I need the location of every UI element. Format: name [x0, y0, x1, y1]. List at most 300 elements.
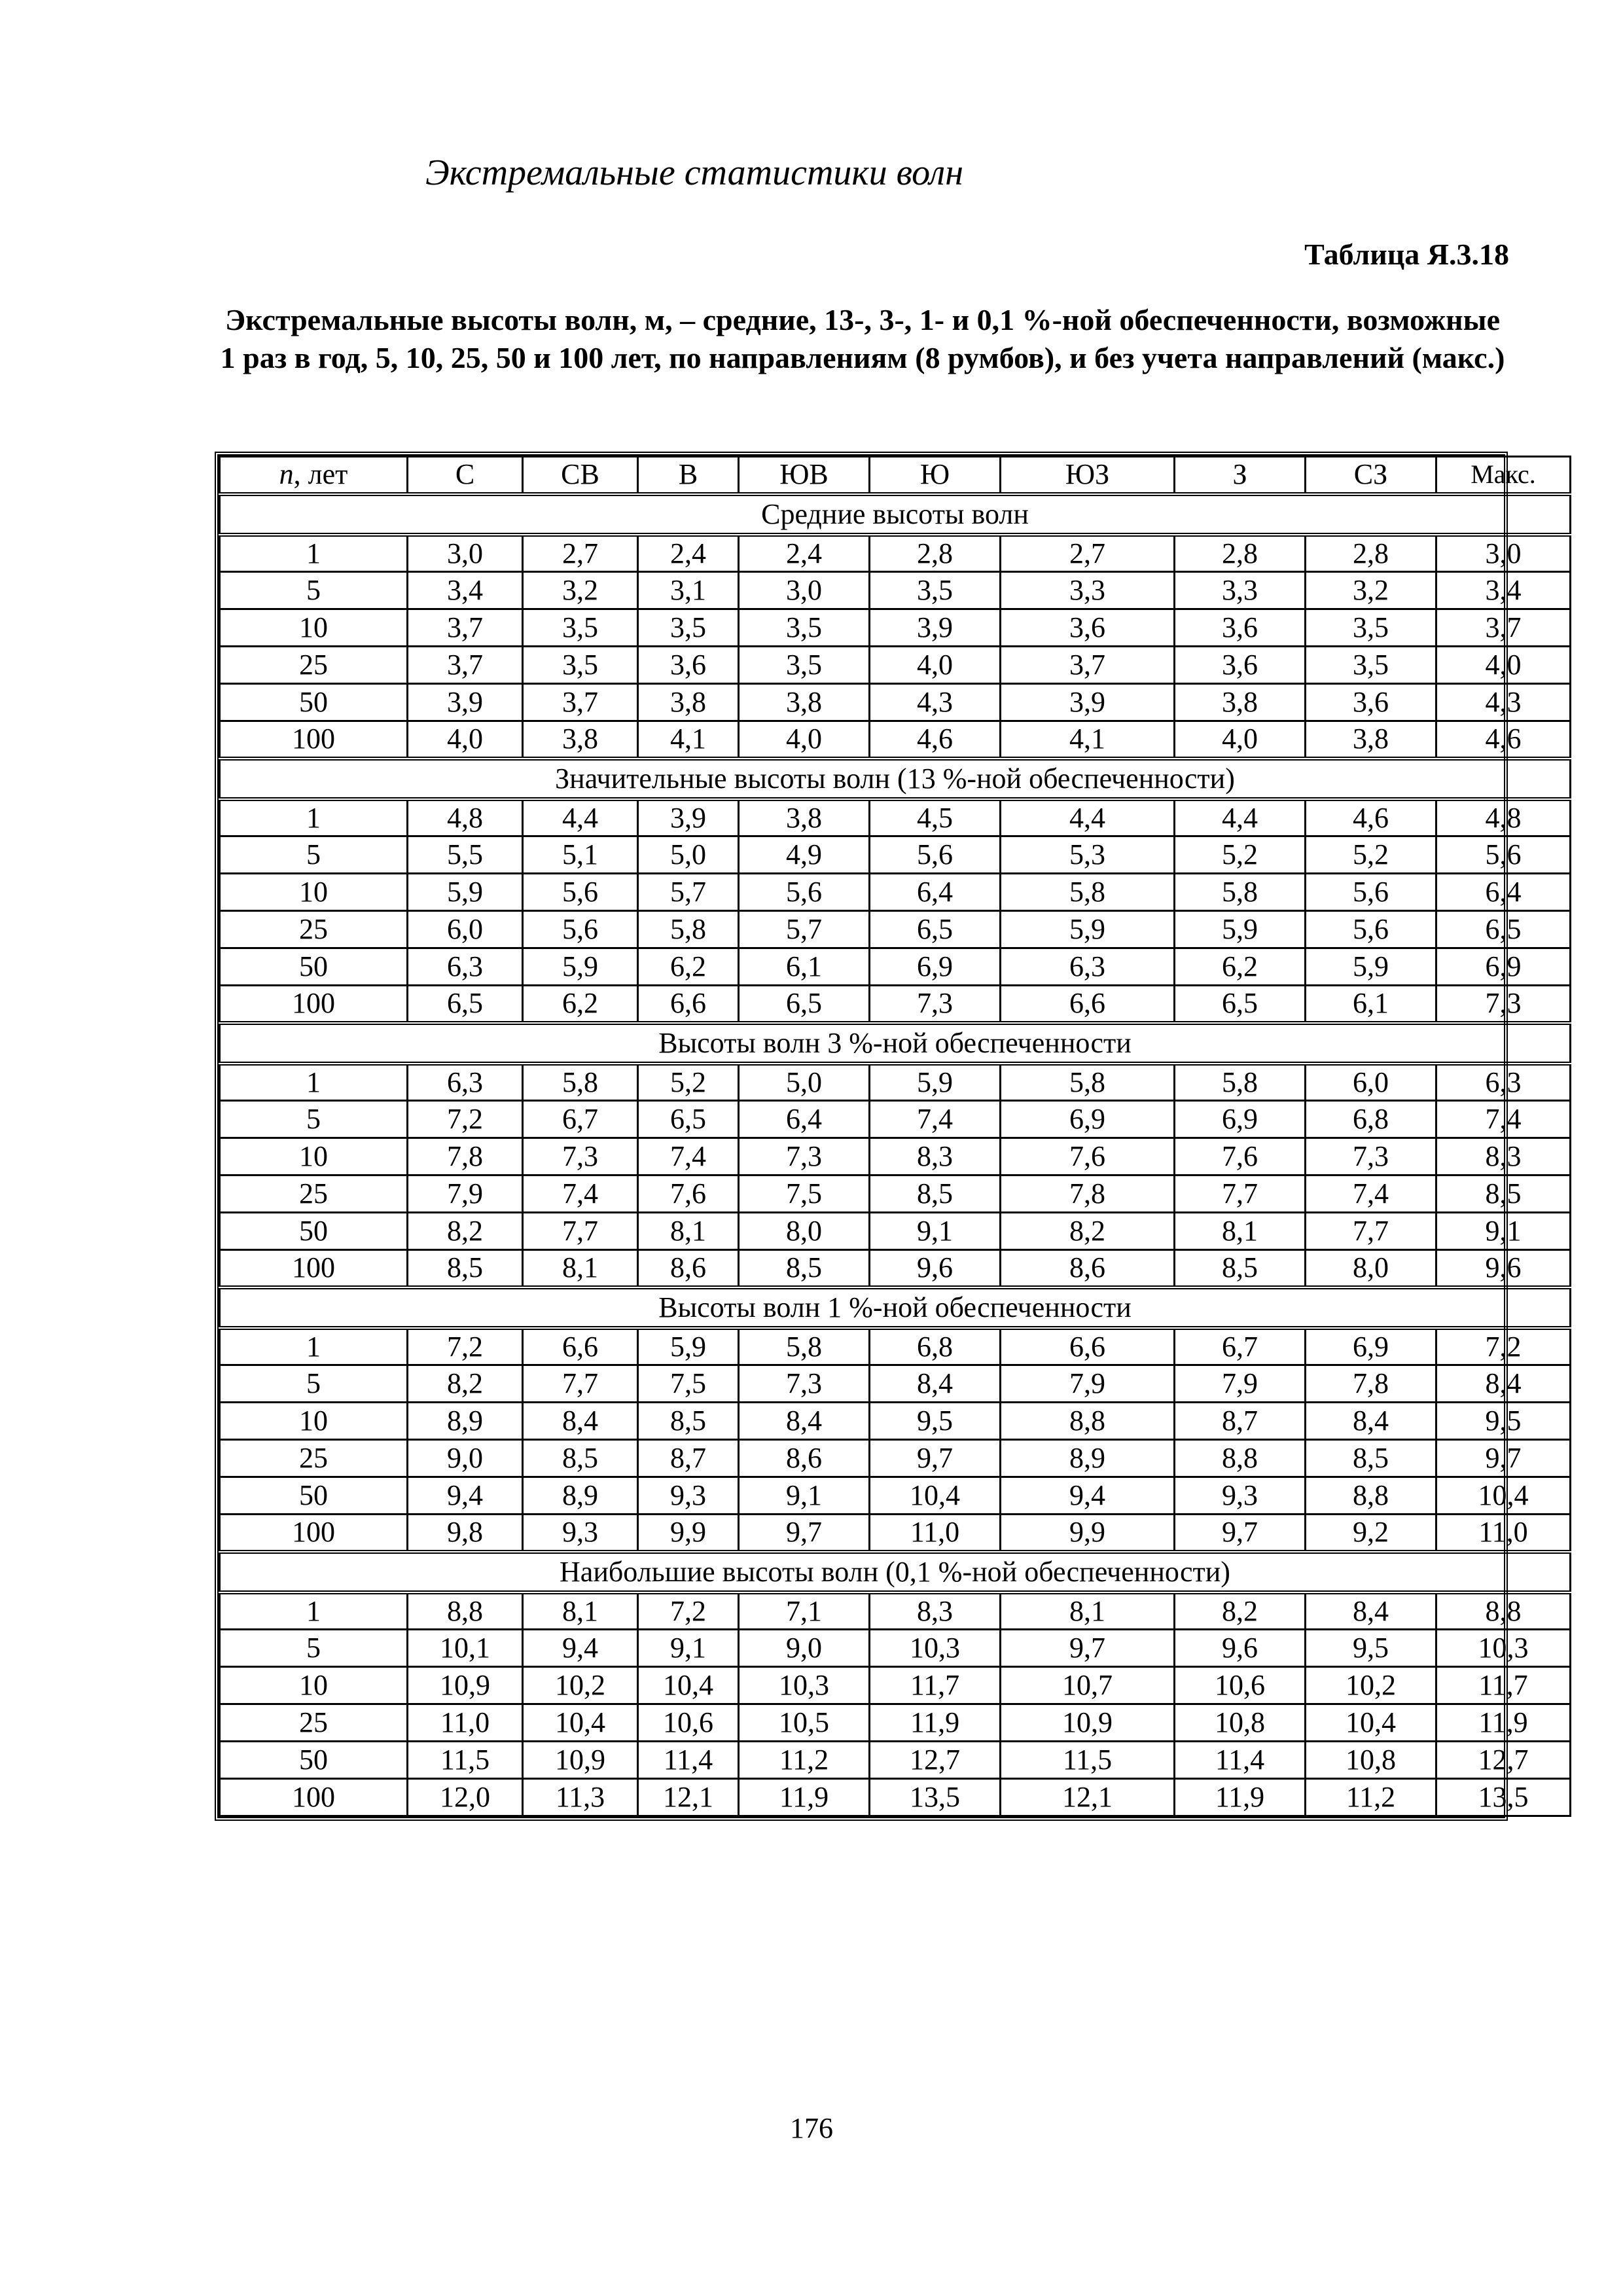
table-cell: 5,2 [1175, 836, 1306, 874]
data-table [219, 456, 1571, 1817]
table-cell: 4,4 [523, 799, 638, 836]
table-cell: 3,8 [638, 684, 739, 721]
row-n-years: 5 [220, 836, 408, 874]
table-row [220, 1704, 1571, 1742]
group-header-row [220, 1552, 1571, 1592]
table-cell: 9,5 [1306, 1630, 1436, 1667]
table-cell: 8,3 [1436, 1138, 1571, 1175]
row-n-years: 1 [220, 799, 408, 836]
table-cell: 5,6 [739, 874, 870, 911]
table-cell: 6,3 [408, 1064, 523, 1101]
table-cell: 7,4 [638, 1138, 739, 1175]
table-row [220, 948, 1571, 986]
table-cell: 6,4 [739, 1101, 870, 1138]
table-cell: 3,8 [1175, 684, 1306, 721]
table-cell: 3,5 [739, 647, 870, 684]
table-cell: 9,7 [870, 1440, 1001, 1477]
table-cell: 7,7 [1306, 1213, 1436, 1250]
table-cell: 5,8 [739, 1328, 870, 1365]
table-number: Таблица Я.3.18 [1304, 238, 1509, 271]
table-cell: 7,7 [523, 1365, 638, 1403]
table-cell: 9,0 [739, 1630, 870, 1667]
row-n-years: 100 [220, 1515, 408, 1552]
table-cell: 10,3 [1436, 1630, 1571, 1667]
table-cell: 9,9 [638, 1515, 739, 1552]
table-cell: 2,7 [523, 535, 638, 572]
table-cell: 10,6 [638, 1704, 739, 1742]
table-row [220, 799, 1571, 836]
table-cell: 3,6 [638, 647, 739, 684]
table-cell: 2,4 [739, 535, 870, 572]
header-col-n: С [408, 457, 523, 494]
table-cell: 3,5 [870, 572, 1001, 609]
table-cell: 6,8 [1306, 1101, 1436, 1138]
table-cell: 5,9 [638, 1328, 739, 1365]
table-cell: 6,6 [638, 986, 739, 1023]
table-cell: 11,4 [638, 1742, 739, 1779]
table-cell: 9,6 [1436, 1250, 1571, 1287]
table-cell: 9,6 [870, 1250, 1001, 1287]
group-header-row [220, 1023, 1571, 1064]
table-cell: 8,2 [408, 1213, 523, 1250]
row-n-years: 50 [220, 948, 408, 986]
table-cell: 8,1 [638, 1213, 739, 1250]
table-cell: 9,2 [1306, 1515, 1436, 1552]
table-cell: 9,1 [739, 1477, 870, 1515]
n-suffix: , лет [293, 458, 348, 491]
table-cell: 8,0 [739, 1213, 870, 1250]
table-cell: 11,5 [408, 1742, 523, 1779]
table-cell: 6,5 [1436, 911, 1571, 948]
table-cell: 3,8 [523, 721, 638, 759]
table-cell: 9,4 [408, 1477, 523, 1515]
table-cell: 10,8 [1306, 1742, 1436, 1779]
row-n-years: 5 [220, 572, 408, 609]
table-cell: 5,6 [1306, 874, 1436, 911]
table-cell: 5,9 [1175, 911, 1306, 948]
table-cell: 12,0 [408, 1779, 523, 1816]
wave-heights-table [215, 452, 1536, 1821]
table-cell: 5,8 [1001, 1064, 1175, 1101]
row-n-years: 25 [220, 1440, 408, 1477]
table-row [220, 572, 1571, 609]
table-cell: 7,8 [1306, 1365, 1436, 1403]
table-cell: 4,5 [870, 799, 1001, 836]
table-cell: 2,7 [1001, 535, 1175, 572]
table-cell: 12,7 [870, 1742, 1001, 1779]
table-cell: 2,4 [638, 535, 739, 572]
table-row [220, 1365, 1571, 1403]
table-cell: 8,4 [1306, 1403, 1436, 1440]
table-cell: 6,3 [1436, 1064, 1571, 1101]
table-row [220, 1515, 1571, 1552]
table-cell: 6,6 [523, 1328, 638, 1365]
table-row [220, 647, 1571, 684]
table-cell: 3,7 [408, 647, 523, 684]
table-cell: 8,8 [408, 1592, 523, 1630]
table-cell: 7,3 [739, 1138, 870, 1175]
table-cell: 8,9 [523, 1477, 638, 1515]
table-cell: 8,5 [1175, 1250, 1306, 1287]
table-cell: 10,9 [1001, 1704, 1175, 1742]
table-cell: 2,8 [870, 535, 1001, 572]
page-number: 176 [790, 2112, 833, 2144]
table-cell: 3,5 [1306, 647, 1436, 684]
group-title: Высоты волн 1 %-ной обеспеченности [220, 1287, 1571, 1328]
table-cell: 4,0 [739, 721, 870, 759]
table-cell: 11,7 [1436, 1667, 1571, 1704]
table-cell: 5,8 [638, 911, 739, 948]
table-cell: 8,2 [1001, 1213, 1175, 1250]
table-cell: 2,8 [1175, 535, 1306, 572]
header-col-e: В [638, 457, 739, 494]
table-cell: 4,0 [408, 721, 523, 759]
header-col-ne: СВ [523, 457, 638, 494]
table-cell: 9,3 [638, 1477, 739, 1515]
table-cell: 4,6 [1436, 721, 1571, 759]
table-cell: 3,6 [1001, 609, 1175, 647]
table-cell: 3,9 [408, 684, 523, 721]
group-title: Средние высоты волн [220, 494, 1571, 535]
table-cell: 5,6 [523, 874, 638, 911]
table-cell: 5,9 [523, 948, 638, 986]
row-n-years: 25 [220, 911, 408, 948]
table-cell: 6,1 [1306, 986, 1436, 1023]
table-cell: 3,7 [1001, 647, 1175, 684]
table-cell: 11,3 [523, 1779, 638, 1816]
table-cell: 6,3 [408, 948, 523, 986]
header-n-years [220, 457, 408, 494]
table-cell: 6,4 [1436, 874, 1571, 911]
table-cell: 9,4 [523, 1630, 638, 1667]
group-title: Наибольшие высоты волн (0,1 %-ной обеспеченности) [220, 1552, 1571, 1592]
row-n-years: 5 [220, 1630, 408, 1667]
table-row [220, 1250, 1571, 1287]
table-cell: 5,8 [1175, 1064, 1306, 1101]
table-cell: 3,5 [739, 609, 870, 647]
table-cell: 11,9 [870, 1704, 1001, 1742]
table-cell: 8,5 [523, 1440, 638, 1477]
row-n-years: 1 [220, 1328, 408, 1365]
table-cell: 13,5 [1436, 1779, 1571, 1816]
table-cell: 3,9 [638, 799, 739, 836]
table-cell: 7,3 [1306, 1138, 1436, 1175]
table-cell: 8,2 [408, 1365, 523, 1403]
table-cell: 3,8 [1306, 721, 1436, 759]
table-cell: 9,3 [523, 1515, 638, 1552]
table-cell: 7,9 [408, 1175, 523, 1213]
table-cell: 3,5 [638, 609, 739, 647]
table-cell: 5,8 [523, 1064, 638, 1101]
table-cell: 12,7 [1436, 1742, 1571, 1779]
section-title: Экстремальные статистики волн [425, 152, 963, 193]
table-cell: 8,1 [523, 1250, 638, 1287]
table-cell: 8,0 [1306, 1250, 1436, 1287]
table-cell: 11,2 [1306, 1779, 1436, 1816]
table-cell: 8,4 [523, 1403, 638, 1440]
table-cell: 4,3 [870, 684, 1001, 721]
table-cell: 10,2 [1306, 1667, 1436, 1704]
table-row [220, 1630, 1571, 1667]
table-cell: 7,3 [523, 1138, 638, 1175]
table-row [220, 1592, 1571, 1630]
table-cell: 8,5 [638, 1403, 739, 1440]
table-cell: 9,9 [1001, 1515, 1175, 1552]
n-symbol: n [279, 458, 294, 491]
table-cell: 7,4 [1306, 1175, 1436, 1213]
table-cell: 8,4 [1436, 1365, 1571, 1403]
table-cell: 7,3 [1436, 986, 1571, 1023]
table-cell: 6,7 [523, 1101, 638, 1138]
table-cell: 13,5 [870, 1779, 1001, 1816]
table-cell: 3,9 [870, 609, 1001, 647]
table-cell: 8,8 [1001, 1403, 1175, 1440]
row-n-years: 10 [220, 1403, 408, 1440]
table-cell: 6,0 [408, 911, 523, 948]
table-cell: 5,7 [739, 911, 870, 948]
table-cell: 7,2 [638, 1592, 739, 1630]
table-cell: 10,3 [739, 1667, 870, 1704]
table-cell: 8,6 [638, 1250, 739, 1287]
table-cell: 11,0 [408, 1704, 523, 1742]
table-cell: 7,2 [408, 1101, 523, 1138]
table-cell: 3,0 [408, 535, 523, 572]
table-cell: 8,8 [1175, 1440, 1306, 1477]
table-cell: 10,4 [523, 1704, 638, 1742]
table-cell: 4,6 [870, 721, 1001, 759]
row-n-years: 10 [220, 874, 408, 911]
table-cell: 5,9 [870, 1064, 1001, 1101]
table-cell: 5,6 [523, 911, 638, 948]
table-cell: 9,7 [1175, 1515, 1306, 1552]
table-body [220, 494, 1571, 1816]
table-cell: 9,1 [1436, 1213, 1571, 1250]
table-cell: 10,3 [870, 1630, 1001, 1667]
table-cell: 11,7 [870, 1667, 1001, 1704]
header-col-nw: СЗ [1306, 457, 1436, 494]
table-cell: 6,5 [739, 986, 870, 1023]
table-cell: 9,5 [1436, 1403, 1571, 1440]
row-n-years: 100 [220, 986, 408, 1023]
table-cell: 3,3 [1001, 572, 1175, 609]
table-cell: 6,2 [1175, 948, 1306, 986]
row-n-years: 10 [220, 609, 408, 647]
table-cell: 8,8 [1306, 1477, 1436, 1515]
table-cell: 5,9 [408, 874, 523, 911]
table-row [220, 684, 1571, 721]
table-caption: Экстремальные высоты волн, м, – средние, 13-, 3-, 1- и 0,1 %-ной обеспеченности, возможные 1 раз в год, 5, 10, 25, 50 и 100 лет, по направлениям (8 румбов), и без учета направлений (макс.) [220, 303, 1505, 374]
table-cell: 7,8 [408, 1138, 523, 1175]
table-cell: 11,9 [1175, 1779, 1306, 1816]
table-cell: 6,4 [870, 874, 1001, 911]
table-cell: 8,6 [739, 1440, 870, 1477]
table-cell: 8,6 [1001, 1250, 1175, 1287]
table-cell: 6,9 [1175, 1101, 1306, 1138]
row-n-years: 1 [220, 535, 408, 572]
table-cell: 8,7 [638, 1440, 739, 1477]
table-cell: 11,0 [1436, 1515, 1571, 1552]
table-row [220, 1328, 1571, 1365]
table-cell: 5,6 [870, 836, 1001, 874]
table-row [220, 1742, 1571, 1779]
table-cell: 3,6 [1175, 647, 1306, 684]
table-cell: 4,0 [1175, 721, 1306, 759]
table-cell: 6,2 [638, 948, 739, 986]
table-cell: 5,8 [1001, 874, 1175, 911]
table-cell: 6,3 [1001, 948, 1175, 986]
table-cell: 6,6 [1001, 986, 1175, 1023]
table-cell: 3,4 [1436, 572, 1571, 609]
table-row [220, 836, 1571, 874]
table-cell: 7,6 [638, 1175, 739, 1213]
table-cell: 10,4 [870, 1477, 1001, 1515]
table-cell: 2,8 [1306, 535, 1436, 572]
row-n-years: 1 [220, 1064, 408, 1101]
table-cell: 10,4 [638, 1667, 739, 1704]
row-n-years: 100 [220, 1250, 408, 1287]
table-cell: 6,6 [1001, 1328, 1175, 1365]
table-cell: 8,1 [523, 1592, 638, 1630]
row-n-years: 100 [220, 1779, 408, 1816]
row-n-years: 5 [220, 1365, 408, 1403]
table-cell: 9,6 [1175, 1630, 1306, 1667]
table-cell: 10,5 [739, 1704, 870, 1742]
table-cell: 9,1 [638, 1630, 739, 1667]
table-cell: 6,9 [870, 948, 1001, 986]
table-row [220, 986, 1571, 1023]
table-cell: 4,3 [1436, 684, 1571, 721]
table-cell: 6,5 [870, 911, 1001, 948]
table-cell: 8,5 [1436, 1175, 1571, 1213]
table-cell: 5,2 [1306, 836, 1436, 874]
table-cell: 7,3 [870, 986, 1001, 1023]
table-cell: 9,3 [1175, 1477, 1306, 1515]
table-cell: 4,6 [1306, 799, 1436, 836]
group-header-row [220, 494, 1571, 535]
table-cell: 8,8 [1436, 1592, 1571, 1630]
row-n-years: 10 [220, 1138, 408, 1175]
table-cell: 10,8 [1175, 1704, 1306, 1742]
table-cell: 7,8 [1001, 1175, 1175, 1213]
table-cell: 4,4 [1175, 799, 1306, 836]
table-cell: 6,5 [638, 1101, 739, 1138]
table-cell: 6,5 [1175, 986, 1306, 1023]
table-cell: 11,9 [1436, 1704, 1571, 1742]
table-cell: 8,5 [408, 1250, 523, 1287]
table-cell: 4,9 [739, 836, 870, 874]
table-row [220, 874, 1571, 911]
row-n-years: 50 [220, 1742, 408, 1779]
row-n-years: 100 [220, 721, 408, 759]
header-col-sw: ЮЗ [1001, 457, 1175, 494]
table-cell: 10,1 [408, 1630, 523, 1667]
table-cell: 10,2 [523, 1667, 638, 1704]
table-cell: 3,2 [523, 572, 638, 609]
table-cell: 7,1 [739, 1592, 870, 1630]
table-row [220, 1403, 1571, 1440]
row-n-years: 5 [220, 1101, 408, 1138]
table-row [220, 609, 1571, 647]
table-cell: 7,5 [638, 1365, 739, 1403]
table-cell: 10,4 [1436, 1477, 1571, 1515]
table-cell: 8,9 [408, 1403, 523, 1440]
table-cell: 4,4 [1001, 799, 1175, 836]
table-cell: 9,1 [870, 1213, 1001, 1250]
table-row [220, 1101, 1571, 1138]
table-cell: 5,7 [638, 874, 739, 911]
table-cell: 6,9 [1436, 948, 1571, 986]
table-cell: 5,6 [1436, 836, 1571, 874]
row-n-years: 25 [220, 647, 408, 684]
table-row [220, 1175, 1571, 1213]
group-title: Высоты волн 3 %-ной обеспеченности [220, 1023, 1571, 1064]
table-cell: 8,4 [739, 1403, 870, 1440]
table-cell: 3,8 [739, 799, 870, 836]
table-cell: 7,7 [1175, 1175, 1306, 1213]
table-cell: 3,6 [1175, 609, 1306, 647]
group-header-row [220, 759, 1571, 799]
table-cell: 11,4 [1175, 1742, 1306, 1779]
table-cell: 4,8 [408, 799, 523, 836]
row-n-years: 50 [220, 1213, 408, 1250]
table-cell: 7,2 [1436, 1328, 1571, 1365]
table-row [220, 1779, 1571, 1816]
table-cell: 11,0 [870, 1515, 1001, 1552]
table-cell: 12,1 [1001, 1779, 1175, 1816]
table-cell: 5,9 [1306, 948, 1436, 986]
table-cell: 9,8 [408, 1515, 523, 1552]
table-cell: 3,2 [1306, 572, 1436, 609]
header-col-s: Ю [870, 457, 1001, 494]
group-title: Значительные высоты волн (13 %-ной обеспеченности) [220, 759, 1571, 799]
table-cell: 3,0 [739, 572, 870, 609]
table-cell: 8,1 [1175, 1213, 1306, 1250]
row-n-years: 25 [220, 1704, 408, 1742]
group-header-row [220, 1287, 1571, 1328]
table-cell: 3,5 [523, 647, 638, 684]
table-cell: 5,6 [1306, 911, 1436, 948]
table-cell: 4,1 [1001, 721, 1175, 759]
table-cell: 6,1 [739, 948, 870, 986]
table-cell: 3,4 [408, 572, 523, 609]
table-cell: 3,6 [1306, 684, 1436, 721]
table-row [220, 911, 1571, 948]
table-cell: 4,8 [1436, 799, 1571, 836]
table-cell: 8,5 [739, 1250, 870, 1287]
table-cell: 9,7 [1001, 1630, 1175, 1667]
table-cell: 7,5 [739, 1175, 870, 1213]
header-col-max: Макс. [1436, 457, 1571, 494]
table-cell: 5,0 [638, 836, 739, 874]
table-cell: 8,5 [1306, 1440, 1436, 1477]
table-cell: 6,9 [1306, 1328, 1436, 1365]
table-cell: 10,9 [523, 1742, 638, 1779]
table-cell: 11,2 [739, 1742, 870, 1779]
table-cell: 7,9 [1001, 1365, 1175, 1403]
table-cell: 9,7 [1436, 1440, 1571, 1477]
table-cell: 6,2 [523, 986, 638, 1023]
table-cell: 11,5 [1001, 1742, 1175, 1779]
table-cell: 8,5 [870, 1175, 1001, 1213]
table-cell: 5,3 [1001, 836, 1175, 874]
table-cell: 3,1 [638, 572, 739, 609]
table-cell: 8,3 [870, 1138, 1001, 1175]
table-cell: 7,6 [1175, 1138, 1306, 1175]
table-row [220, 535, 1571, 572]
table-cell: 5,5 [408, 836, 523, 874]
table-cell: 7,4 [1436, 1101, 1571, 1138]
table-cell: 3,3 [1175, 572, 1306, 609]
